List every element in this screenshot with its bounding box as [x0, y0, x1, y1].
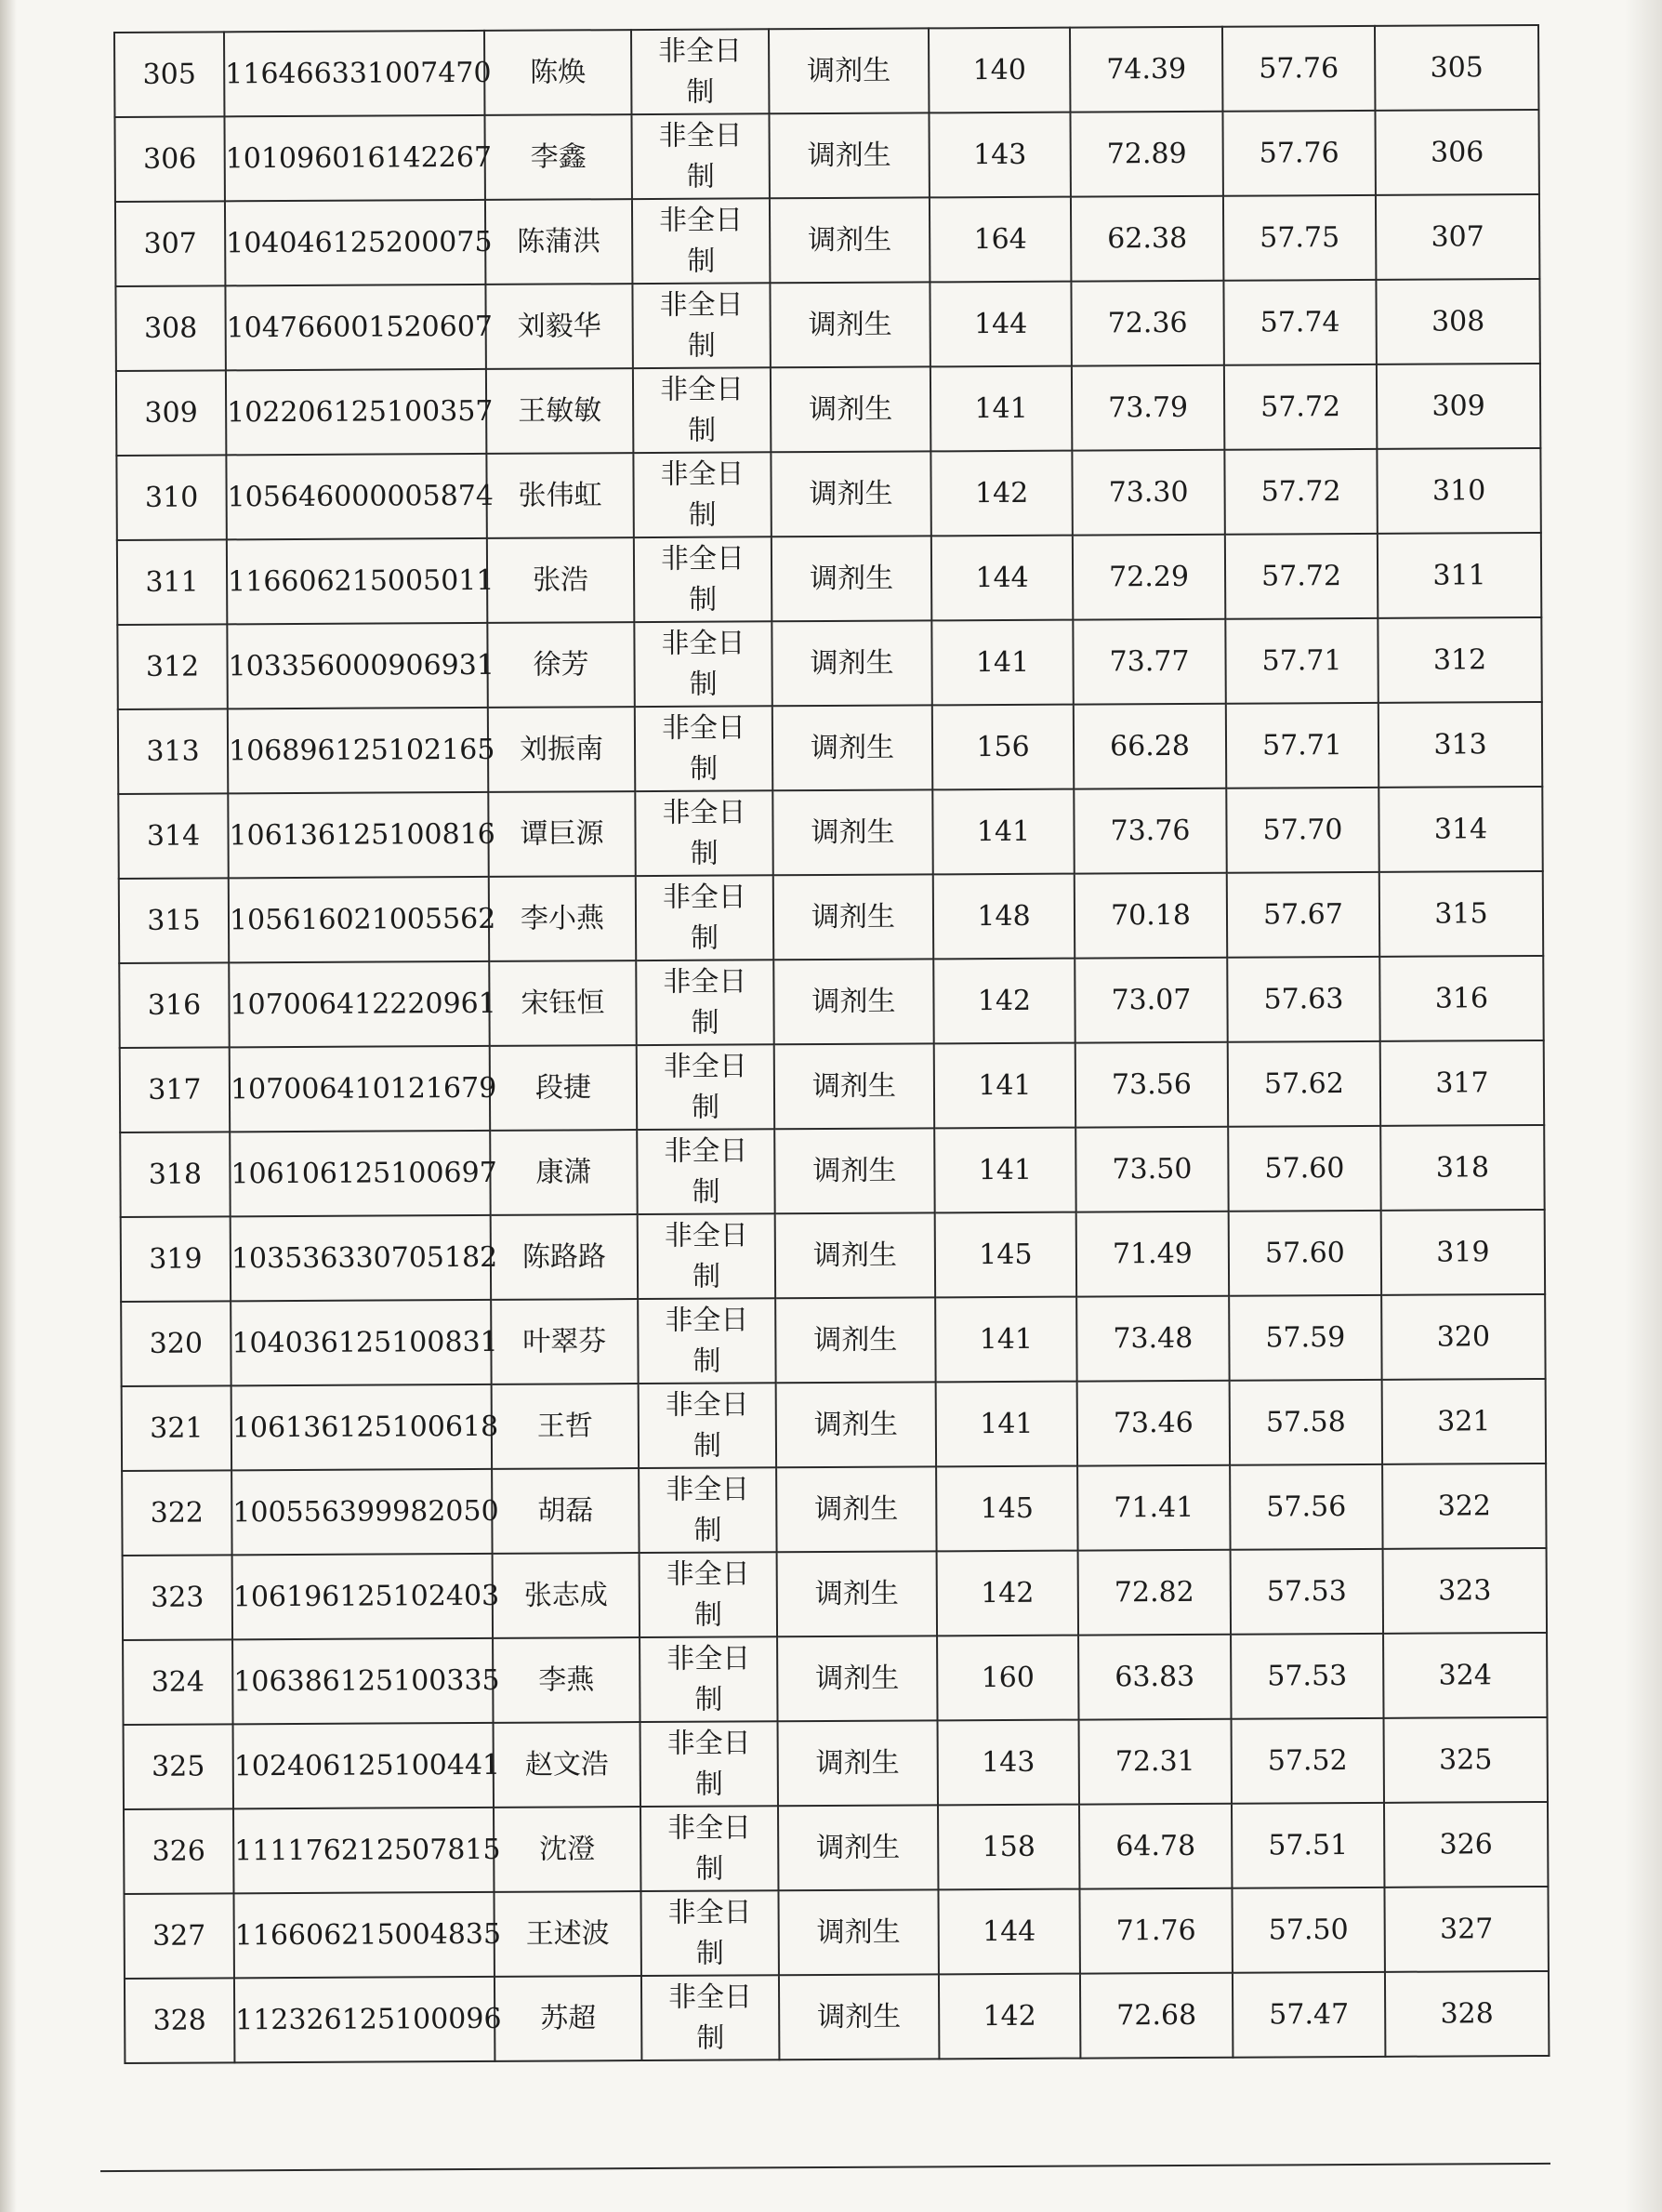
initial-score-cell: 141 [934, 1128, 1075, 1213]
row-number-cell: 308 [115, 285, 225, 371]
candidate-name-cell: 王哲 [492, 1384, 639, 1469]
page-edge-right [1625, 0, 1662, 2212]
admission-status-cell: 调剂生 [770, 197, 930, 283]
admission-status-cell: 调剂生 [769, 113, 929, 198]
initial-score-cell: 144 [931, 536, 1073, 621]
rank-cell: 319 [1381, 1210, 1545, 1295]
row-number-cell: 305 [114, 32, 224, 117]
initial-score-cell: 141 [932, 789, 1074, 875]
initial-score-cell: 141 [930, 366, 1072, 452]
study-type-text: 非全日制 [658, 118, 743, 193]
rank-cell: 320 [1381, 1294, 1545, 1380]
rank-cell: 327 [1384, 1887, 1548, 1972]
candidate-name-cell: 康潇 [490, 1130, 637, 1215]
retest-score-cell: 74.39 [1070, 27, 1222, 113]
table-row [115, 279, 1539, 371]
study-type-text: 非全日制 [667, 1895, 752, 1970]
row-number-cell: 321 [122, 1385, 231, 1471]
row-number-cell: 310 [116, 455, 226, 540]
study-type-cell [640, 1806, 778, 1891]
study-type-text: 非全日制 [666, 1556, 750, 1632]
study-type-cell [640, 1721, 778, 1807]
table-row [118, 702, 1542, 794]
candidate-id-cell: 105646000005874 [226, 454, 486, 539]
retest-score-cell: 72.82 [1078, 1550, 1231, 1636]
candidate-id-cell: 106196125102403 [232, 1554, 493, 1639]
rank-cell: 308 [1376, 279, 1539, 364]
rank-cell: 324 [1383, 1633, 1547, 1718]
table-row [119, 871, 1543, 963]
candidate-name-cell: 段捷 [490, 1045, 637, 1131]
total-score-cell: 57.75 [1223, 195, 1376, 281]
total-score-cell: 57.63 [1227, 957, 1379, 1042]
study-type-cell [641, 1975, 779, 2060]
rank-cell: 310 [1377, 448, 1540, 534]
study-type-text: 非全日制 [662, 880, 746, 955]
table-row [116, 448, 1540, 540]
study-type-cell [635, 790, 772, 876]
candidate-name-cell: 陈路路 [491, 1214, 638, 1300]
rank-cell: 311 [1378, 533, 1541, 618]
table-row [120, 1040, 1544, 1132]
row-number-cell: 318 [120, 1132, 230, 1217]
admission-status-cell: 调剂生 [779, 1974, 939, 2060]
candidate-id-cell: 116466331007470 [224, 31, 484, 116]
total-score-cell: 57.58 [1230, 1380, 1382, 1465]
row-number-cell: 328 [125, 1978, 234, 2063]
candidate-name-cell: 胡磊 [492, 1468, 639, 1554]
candidate-id-cell: 104766001520607 [225, 285, 485, 370]
admission-status-cell: 调剂生 [776, 1466, 936, 1552]
initial-score-cell: 141 [935, 1297, 1076, 1383]
table-row [123, 1633, 1547, 1725]
row-number-cell: 306 [114, 116, 224, 202]
table-row [124, 1717, 1548, 1809]
study-type-cell [636, 875, 773, 960]
candidate-id-cell: 111176212507815 [233, 1808, 494, 1893]
row-number-cell: 320 [121, 1301, 231, 1386]
retest-score-cell: 73.56 [1075, 1042, 1228, 1128]
study-type-cell [632, 198, 770, 284]
total-score-cell: 57.62 [1228, 1041, 1380, 1127]
candidate-id-cell: 105616021005562 [229, 877, 489, 962]
retest-score-cell: 73.79 [1072, 365, 1224, 451]
initial-score-cell: 143 [938, 1720, 1079, 1806]
study-type-text: 非全日制 [660, 457, 745, 532]
table-row [118, 787, 1542, 879]
candidate-id-cell: 106136125100618 [231, 1384, 492, 1470]
admission-status-cell: 调剂生 [778, 1805, 938, 1890]
rank-cell: 325 [1384, 1717, 1548, 1803]
retest-score-cell: 63.83 [1078, 1635, 1231, 1720]
admission-status-cell: 调剂生 [773, 874, 933, 960]
total-score-cell: 57.60 [1229, 1211, 1381, 1296]
initial-score-cell: 160 [937, 1636, 1078, 1721]
candidate-name-cell: 刘振南 [488, 707, 635, 792]
table-body [114, 25, 1549, 2063]
row-number-cell: 323 [123, 1555, 232, 1640]
initial-score-cell: 142 [937, 1551, 1078, 1636]
row-number-cell: 307 [115, 201, 225, 286]
candidate-id-cell: 107006410121679 [230, 1046, 490, 1132]
rank-cell: 322 [1382, 1464, 1546, 1549]
initial-score-cell: 144 [930, 282, 1071, 367]
admission-status-cell: 调剂生 [771, 451, 930, 536]
total-score-cell: 57.52 [1232, 1718, 1384, 1804]
study-type-cell [637, 1129, 774, 1214]
retest-score-cell: 73.77 [1073, 619, 1225, 705]
total-score-cell: 57.76 [1222, 26, 1375, 112]
admission-status-cell: 调剂生 [775, 1212, 935, 1298]
rank-cell: 315 [1379, 871, 1543, 957]
retest-score-cell: 64.78 [1079, 1804, 1232, 1889]
study-type-text: 非全日制 [659, 372, 745, 447]
table-row [120, 1125, 1544, 1217]
study-type-text: 非全日制 [667, 1810, 752, 1886]
study-type-cell [640, 1890, 778, 1976]
rank-cell: 317 [1380, 1040, 1544, 1126]
admission-status-cell: 调剂生 [773, 959, 933, 1044]
initial-score-cell: 141 [936, 1382, 1077, 1467]
admission-status-cell: 调剂生 [776, 1382, 936, 1467]
study-type-text: 非全日制 [664, 1133, 748, 1209]
candidate-id-cell: 106136125100816 [228, 792, 488, 878]
study-type-text: 非全日制 [660, 541, 745, 616]
candidate-name-cell: 王敏敏 [486, 368, 633, 454]
candidate-name-cell: 陈蒲洪 [485, 199, 632, 285]
study-type-cell [637, 1044, 774, 1130]
rank-cell: 312 [1378, 617, 1541, 703]
study-type-text: 非全日制 [658, 33, 743, 109]
candidate-id-cell: 101096016142267 [224, 115, 484, 201]
admission-status-cell: 调剂生 [774, 1043, 934, 1129]
study-type-cell [633, 367, 771, 453]
study-type-text: 非全日制 [666, 1726, 751, 1801]
table-row [114, 110, 1538, 202]
retest-score-cell: 72.29 [1073, 535, 1225, 620]
study-type-text: 非全日制 [667, 1980, 753, 2055]
row-number-cell: 326 [124, 1808, 233, 1894]
admission-status-cell: 调剂生 [778, 1889, 938, 1975]
study-type-cell [639, 1467, 776, 1553]
retest-score-cell: 72.36 [1071, 281, 1223, 366]
study-type-text: 非全日制 [665, 1303, 749, 1378]
study-type-cell [631, 29, 769, 114]
row-number-cell: 314 [118, 793, 228, 879]
admission-status-cell: 调剂生 [772, 705, 932, 790]
initial-score-cell: 141 [934, 1043, 1075, 1129]
row-number-cell: 316 [119, 962, 229, 1048]
retest-score-cell: 73.50 [1075, 1127, 1228, 1212]
retest-score-cell: 73.07 [1075, 958, 1227, 1043]
initial-score-cell: 140 [929, 28, 1070, 113]
study-type-text: 非全日制 [661, 710, 746, 786]
initial-score-cell: 142 [933, 959, 1075, 1044]
study-type-text: 非全日制 [666, 1472, 750, 1547]
candidate-id-cell: 100556399982050 [231, 1469, 492, 1555]
rank-cell: 323 [1383, 1548, 1547, 1634]
candidate-name-cell: 苏超 [495, 1976, 641, 2061]
row-number-cell: 313 [118, 709, 228, 794]
total-score-cell: 57.51 [1232, 1803, 1384, 1888]
rank-cell: 307 [1376, 194, 1539, 280]
row-number-cell: 311 [117, 539, 227, 625]
candidate-id-cell: 112326125100096 [234, 1977, 495, 2062]
rank-cell: 321 [1382, 1379, 1546, 1464]
total-score-cell: 57.47 [1233, 1972, 1385, 2058]
initial-score-cell: 145 [935, 1212, 1076, 1298]
study-type-cell [635, 706, 772, 791]
rank-cell: 306 [1375, 110, 1538, 195]
study-type-text: 非全日制 [661, 626, 745, 701]
candidate-id-cell: 106386125100335 [232, 1638, 493, 1724]
admission-status-cell: 调剂生 [777, 1636, 937, 1721]
rank-cell: 326 [1384, 1802, 1548, 1887]
table-row [124, 1887, 1548, 1979]
retest-score-cell: 71.41 [1077, 1465, 1230, 1551]
candidate-name-cell: 宋钰恒 [489, 960, 636, 1046]
candidate-id-cell: 102406125100441 [233, 1723, 494, 1808]
total-score-cell: 57.71 [1225, 618, 1378, 704]
rank-cell: 313 [1378, 702, 1542, 788]
table-row [121, 1294, 1545, 1386]
admission-status-cell: 调剂生 [778, 1720, 938, 1806]
study-type-cell [632, 283, 770, 368]
candidate-id-cell: 116606215005011 [227, 538, 487, 624]
study-type-cell [639, 1383, 776, 1468]
candidate-name-cell: 李鑫 [484, 114, 631, 200]
initial-score-cell: 145 [936, 1466, 1077, 1552]
row-number-cell: 317 [120, 1047, 230, 1132]
total-score-cell: 57.74 [1223, 280, 1376, 365]
study-type-cell [636, 960, 773, 1045]
candidate-name-cell: 徐芳 [487, 622, 634, 708]
retest-score-cell: 73.30 [1072, 450, 1224, 536]
total-score-cell: 57.50 [1232, 1887, 1384, 1973]
candidate-id-cell: 116606215004835 [233, 1892, 494, 1978]
table-row [114, 25, 1538, 117]
score-table [113, 24, 1550, 2064]
study-type-cell [640, 1636, 777, 1722]
study-type-text: 非全日制 [658, 203, 744, 278]
row-number-cell: 315 [119, 878, 229, 963]
candidate-name-cell: 刘毅华 [485, 284, 632, 369]
study-type-cell [633, 452, 771, 537]
row-number-cell: 324 [123, 1639, 232, 1725]
total-score-cell: 57.72 [1224, 449, 1377, 535]
row-number-cell: 325 [124, 1724, 233, 1809]
row-number-cell: 319 [121, 1216, 231, 1302]
study-type-text: 非全日制 [663, 964, 747, 1040]
total-score-cell: 57.60 [1228, 1126, 1380, 1212]
candidate-id-cell: 106106125100697 [230, 1131, 490, 1216]
rank-cell: 316 [1379, 956, 1543, 1041]
row-number-cell: 309 [116, 370, 226, 456]
study-type-text: 非全日制 [664, 1218, 748, 1293]
total-score-cell: 57.67 [1227, 872, 1379, 958]
admission-status-cell: 调剂生 [774, 1128, 934, 1213]
candidate-id-cell: 103536330705182 [231, 1215, 491, 1301]
table-row [125, 1971, 1549, 2063]
table-row [116, 364, 1540, 456]
candidate-name-cell: 张伟虹 [486, 453, 633, 538]
admission-status-cell: 调剂生 [772, 620, 931, 706]
study-type-cell [631, 113, 769, 199]
admission-status-cell: 调剂生 [770, 282, 930, 367]
admission-status-cell: 调剂生 [771, 366, 930, 452]
total-score-cell: 57.72 [1224, 364, 1377, 450]
study-type-cell [634, 621, 772, 707]
table-row [115, 194, 1539, 286]
retest-score-cell: 73.48 [1076, 1296, 1229, 1382]
total-score-cell: 57.56 [1230, 1464, 1382, 1550]
candidate-id-cell: 104036125100831 [231, 1300, 491, 1385]
total-score-cell: 57.53 [1231, 1549, 1383, 1635]
table-row [124, 1802, 1548, 1894]
row-number-cell: 322 [122, 1470, 231, 1556]
candidate-id-cell: 106896125102165 [228, 708, 488, 793]
total-score-cell: 57.53 [1231, 1634, 1383, 1719]
study-type-text: 非全日制 [663, 1049, 747, 1124]
table-row [119, 956, 1543, 1048]
retest-score-cell: 71.76 [1079, 1888, 1232, 1974]
initial-score-cell: 164 [930, 197, 1071, 283]
rank-cell: 309 [1377, 364, 1540, 449]
total-score-cell: 57.72 [1225, 534, 1378, 619]
initial-score-cell: 141 [931, 620, 1073, 706]
table-row [122, 1379, 1546, 1471]
total-score-cell: 57.76 [1222, 111, 1375, 196]
candidate-name-cell: 李小燕 [489, 876, 636, 961]
retest-score-cell: 72.68 [1080, 1973, 1233, 2059]
candidate-name-cell: 谭巨源 [488, 791, 635, 877]
initial-score-cell: 156 [932, 705, 1074, 790]
row-number-cell: 312 [117, 624, 227, 709]
row-number-cell: 327 [124, 1893, 233, 1979]
candidate-id-cell: 103356000906931 [227, 623, 487, 709]
table-row [123, 1548, 1547, 1640]
candidate-name-cell: 张志成 [493, 1553, 640, 1638]
retest-score-cell: 73.76 [1074, 788, 1226, 874]
admission-status-cell: 调剂生 [772, 789, 932, 875]
table-row [117, 533, 1541, 625]
page-edge-left [0, 0, 17, 2212]
candidate-id-cell: 107006412220961 [229, 961, 489, 1047]
candidate-name-cell: 沈澄 [494, 1807, 640, 1892]
study-type-text: 非全日制 [665, 1387, 749, 1463]
table-row [117, 617, 1541, 709]
admission-status-cell: 调剂生 [777, 1551, 937, 1636]
admission-status-cell: 调剂生 [769, 28, 929, 113]
total-score-cell: 57.70 [1226, 788, 1378, 873]
initial-score-cell: 142 [930, 451, 1072, 536]
initial-score-cell: 142 [939, 1974, 1080, 2060]
candidate-name-cell: 赵文浩 [494, 1722, 640, 1808]
table-bottom-border [100, 2163, 1550, 2172]
admission-status-cell: 调剂生 [772, 536, 931, 621]
total-score-cell: 57.59 [1229, 1295, 1381, 1381]
retest-score-cell: 72.31 [1079, 1719, 1232, 1805]
study-type-text: 非全日制 [659, 287, 744, 363]
retest-score-cell: 62.38 [1071, 196, 1223, 282]
initial-score-cell: 143 [929, 113, 1070, 198]
initial-score-cell: 148 [933, 874, 1075, 960]
rank-cell: 328 [1385, 1971, 1549, 2057]
study-type-cell [634, 536, 772, 622]
study-type-cell [638, 1213, 775, 1299]
candidate-name-cell: 陈焕 [484, 30, 631, 115]
candidate-name-cell: 王述波 [494, 1891, 640, 1977]
retest-score-cell: 73.46 [1077, 1381, 1230, 1466]
study-type-text: 非全日制 [662, 795, 746, 870]
table-row [122, 1464, 1546, 1556]
rank-cell: 305 [1375, 25, 1538, 111]
initial-score-cell: 158 [938, 1805, 1079, 1890]
admission-status-cell: 调剂生 [775, 1297, 935, 1383]
total-score-cell: 57.71 [1226, 703, 1378, 788]
retest-score-cell: 66.28 [1074, 704, 1226, 789]
table-row [121, 1210, 1545, 1302]
candidate-name-cell: 张浩 [487, 537, 634, 623]
candidate-id-cell: 104046125200075 [225, 200, 485, 285]
rank-cell: 314 [1378, 787, 1542, 872]
initial-score-cell: 144 [938, 1889, 1079, 1975]
candidate-id-cell: 102206125100357 [226, 369, 486, 455]
candidate-name-cell: 叶翠芬 [491, 1299, 638, 1384]
study-type-text: 非全日制 [666, 1641, 751, 1716]
study-type-cell [640, 1552, 777, 1637]
retest-score-cell: 70.18 [1075, 873, 1227, 959]
rank-cell: 318 [1380, 1125, 1544, 1211]
study-type-cell [638, 1298, 775, 1384]
retest-score-cell: 71.49 [1076, 1212, 1229, 1297]
candidate-name-cell: 李燕 [493, 1637, 640, 1723]
retest-score-cell: 72.89 [1070, 112, 1222, 197]
